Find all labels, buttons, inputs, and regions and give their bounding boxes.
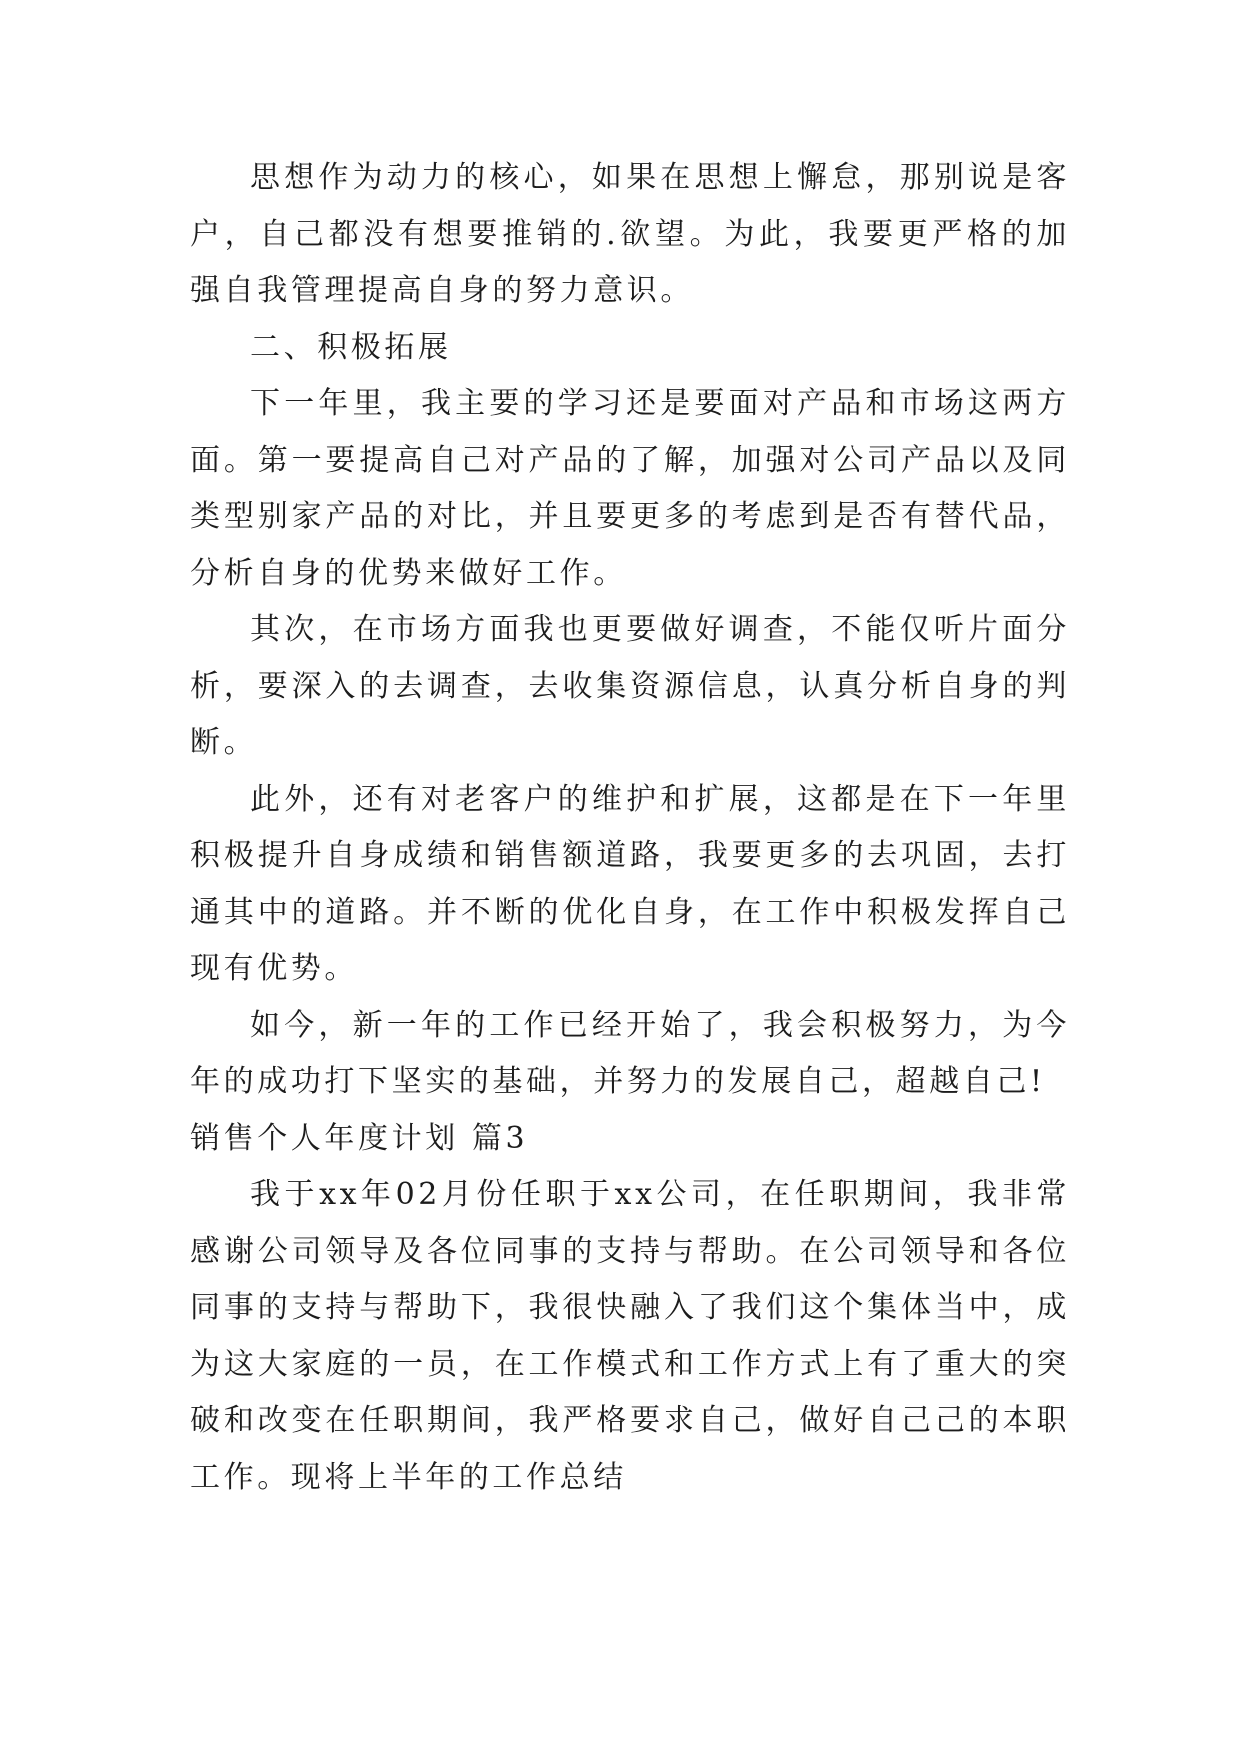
paragraph-customer-maintenance: 此外，还有对老客户的维护和扩展，这都是在下一年里积极提升自身成绩和销售额道路，我要更多的去巩固，去打通其中的道路。并不断的优化自身，在工作中积极发挥自己现有优势。 <box>190 781 1070 986</box>
paragraph-mindset: 思想作为动力的核心，如果在思想上懈怠，那别说是客户，自己都没有想要推销的.欲望。为此，我要更严格的加强自我管理提高自身的努力意识。 <box>190 160 1070 308</box>
section-heading-active-expansion: 二、积极拓展 <box>250 329 452 365</box>
paragraph-market-research: 其次，在市场方面我也更要做好调查，不能仅听片面分析，要深入的去调查，去收集资源信息，认真分析自身的判断。 <box>190 612 1070 760</box>
document-body <box>190 150 1070 1506</box>
paragraph-products-market: 下一年里，我主要的学习还是要面对产品和市场这两方面。第一要提高自己对产品的了解，加强对公司产品以及同类型别家产品的对比，并且要更多的考虑到是否有替代品，分析自身的优势来做好工作。 <box>190 386 1070 591</box>
article-title-plan-3: 销售个人年度计划 篇3 <box>190 1120 529 1156</box>
paragraph-new-year: 如今，新一年的工作已经开始了，我会积极努力，为今年的成功打下坚实的基础，并努力的发展自己，超越自己! <box>190 1007 1070 1099</box>
paragraph-employment-summary: 我于xx年02月份任职于xx公司，在任职期间，我非常感谢公司领导及各位同事的支持与帮助。在公司领导和各位同事的支持与帮助下，我很快融入了我们这个集体当中，成为这大家庭的一员，在工作模式和工作方式上有了重大的突破和改变在任职期间，我严格要求自己，做好自己己的本职工作。现将上半年的工作总结 <box>190 1177 1070 1495</box>
